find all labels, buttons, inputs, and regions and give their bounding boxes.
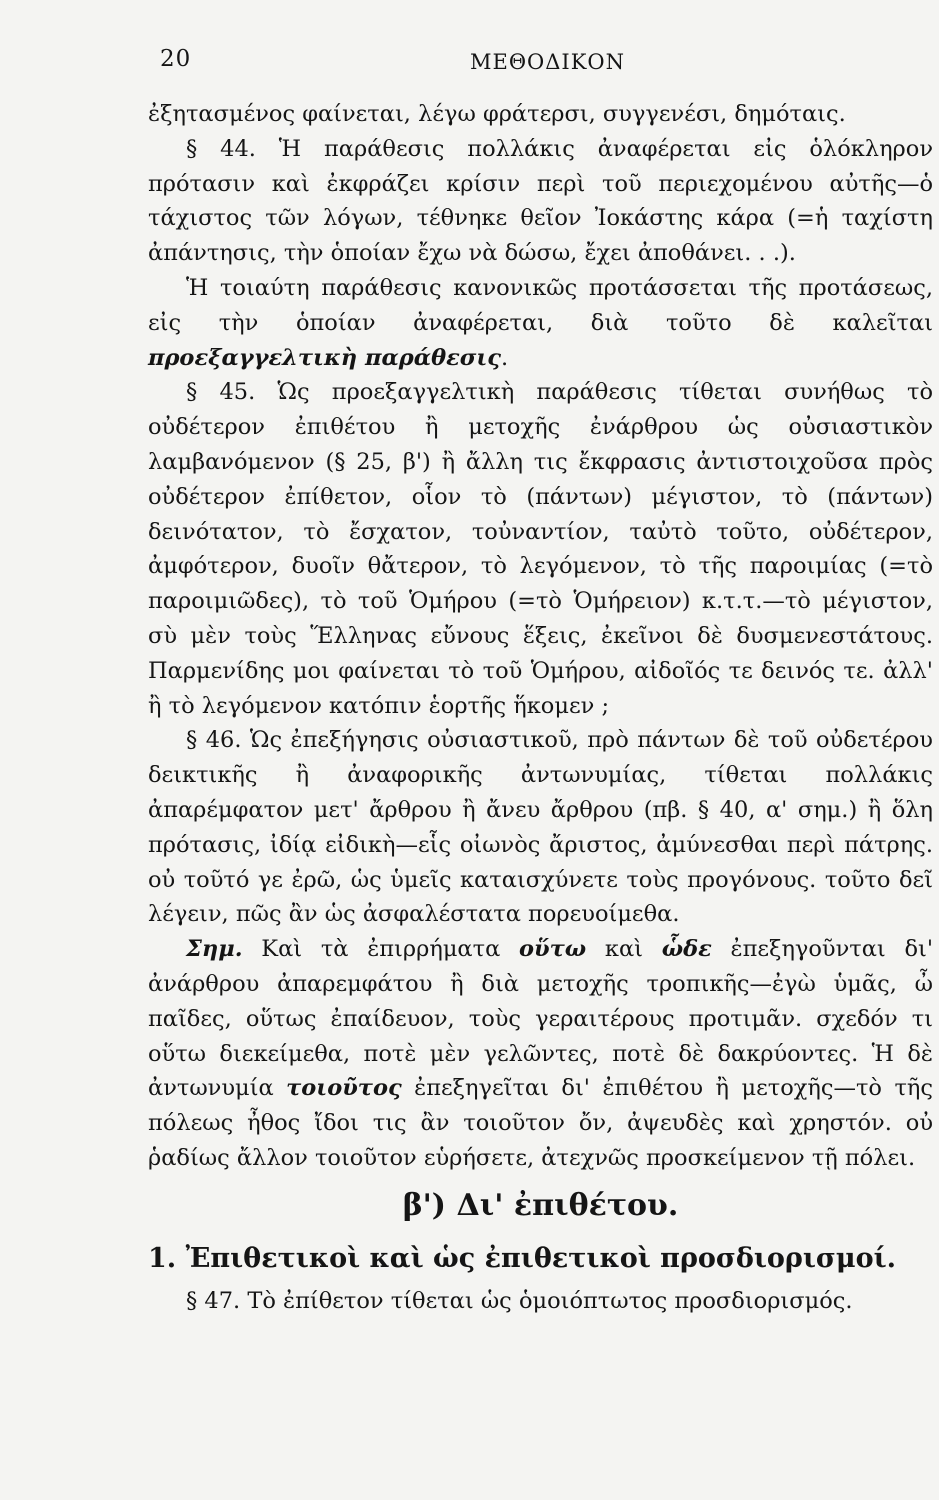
- body-text: [148, 97, 933, 1319]
- paragraph-text: ἐπεξηγεῖται δι' ἐπιθέτου ἢ μετοχῆς—τὸ τῆς πόλεως ἦθος ἴδοι τις ἂν τοιοῦτον ὄν, ἀψευδὲς καὶ χρηστόν. οὐ ῥαδίως ἄλλον τοιοῦτον εὑρήσετε, ἀτεχνῶς προσκείμενον τῇ πόλει.: [148, 1075, 933, 1171]
- running-head: [0, 40, 939, 80]
- paragraph-44-continuation: [148, 271, 933, 375]
- note-paragraph: [148, 932, 933, 1176]
- paragraph-continuation: ἐξητασμένος φαίνεται, λέγω φράτερσι, συγγενέσι, δημόταις.: [148, 101, 846, 127]
- paragraph-text: Ἡ τοιαύτη παράθεσις κανονικῶς προτάσσεται τῆς προτάσεως, εἰς τὴν ὁποίαν ἀναφέρεται, διὰ τοῦτο δὲ καλεῖται: [148, 274, 933, 336]
- paragraph-text: .: [500, 344, 509, 371]
- emphasis-term: τοιοῦτος: [286, 1075, 402, 1102]
- paragraph-46: § 46. Ὡς ἐπεξήγησις οὐσιαστικοῦ, πρὸ πάντων δὲ τοῦ οὐδετέρου δεικτικῆς ἢ ἀναφορικῆς ἀντωνυμίας, τίθεται πολλάκις ἀπαρέμφατον μετ' ἄρθρου ἢ ἄνευ ἄρθρου (πβ. § 40, α' σημ.) ἢ ὅλη πρότασις, ἰδίᾳ εἰδικὴ—εἷς οἰωνὸς ἄριστος, ἀμύνεσθαι περὶ πάτρης. οὐ τοῦτό γε ἐρῶ, ὡς ὑμεῖς καταισχύνετε τοὺς προγόνους. τοῦτο δεῖ λέγειν, πῶς ἂν ὡς ἀσφαλέστατα πορευοίμεθα.: [148, 727, 933, 928]
- paragraph-text: καὶ: [586, 936, 662, 963]
- emphasis-term: προεξαγγελτικὴ παράθεσις: [148, 344, 501, 371]
- emphasis-term: οὕτω: [519, 936, 587, 963]
- paragraph-text: Καὶ τὰ ἐπιρρήματα: [242, 936, 519, 963]
- running-title: ΜΕΘΟΔΙΚΟΝ: [470, 50, 626, 74]
- page-number: 20: [160, 46, 192, 72]
- paragraph-44: § 44. Ἡ παράθεσις πολλάκις ἀναφέρεται εἰς ὁλόκληρον πρότασιν καὶ ἐκφράζει κρίσιν περὶ τοῦ περιεχομένου αὐτῆς—ὁ τάχιστος τῶν λόγων, τέθνηκε θεῖον Ἰοκάστης κάρα (=ἡ ταχίστη ἀπάντησις, τὴν ὁποίαν ἔχω νὰ δώσω, ἔχει ἀποθάνει. . .).: [148, 135, 933, 267]
- emphasis-term: ὧδε: [661, 936, 712, 963]
- paragraph-47: § 47. Τὸ ἐπίθετον τίθεται ὡς ὁμοιόπτωτος προσδιορισμός.: [186, 1287, 853, 1314]
- subsection-heading: 1. Ἐπιθετικοὶ καὶ ὡς ἐπιθετικοὶ προσδιορισμοί.: [148, 1242, 897, 1274]
- note-label: Σημ.: [186, 936, 243, 963]
- paragraph-text: ἐπεξηγοῦνται δι' ἀνάρθρου ἀπαρεμφάτου ἢ διὰ μετοχῆς τροπικῆς—ἐγὼ ὑμᾶς, ὦ παῖδες, οὕτως ἐπαίδευον, τοὺς γεραιτέρους προτιμᾶν. σχεδόν τι οὕτω διεκείμεθα, ποτὲ μὲν γελῶντες, ποτὲ δὲ δακρύοντες. Ἡ δὲ ἀντωνυμία: [148, 936, 934, 1102]
- paragraph-45: § 45. Ὡς προεξαγγελτικὴ παράθεσις τίθεται συνήθως τὸ οὐδέτερον ἐπιθέτου ἢ μετοχῆς ἐνάρθρου ὡς οὐσιαστικὸν λαμβανόμενον (§ 25, β') ἢ ἄλλη τις ἔκφρασις ἀντιστοιχοῦσα πρὸς οὐδέτερον ἐπίθετον, οἷον τὸ (πάντων) μέγιστον, τὸ (πάντων) δεινότατον, τὸ ἔσχατον, τοὐναντίον, ταὐτὸ τοῦτο, οὐδέτερον, ἀμφότερον, δυοῖν θἄτερον, τὸ λεγόμενον, τὸ τῆς παροιμίας (=τὸ παροιμιῶδες), τὸ τοῦ Ὁμήρου (=τὸ Ὁμήρειον) κ.τ.τ.—τὸ μέγιστον, σὺ μὲν τοὺς Ἕλληνας εὔνους ἕξεις, ἐκεῖνοι δὲ δυσμενεστάτους. Παρμενίδης μοι φαίνεται τὸ τοῦ Ὁμήρου, αἰδοῖός τε δεινός τε. ἀλλ' ἢ τὸ λεγόμενον κατόπιν ἑορτῆς ἥκομεν ;: [148, 379, 933, 719]
- section-heading: β') Δι' ἐπιθέτου.: [402, 1187, 679, 1223]
